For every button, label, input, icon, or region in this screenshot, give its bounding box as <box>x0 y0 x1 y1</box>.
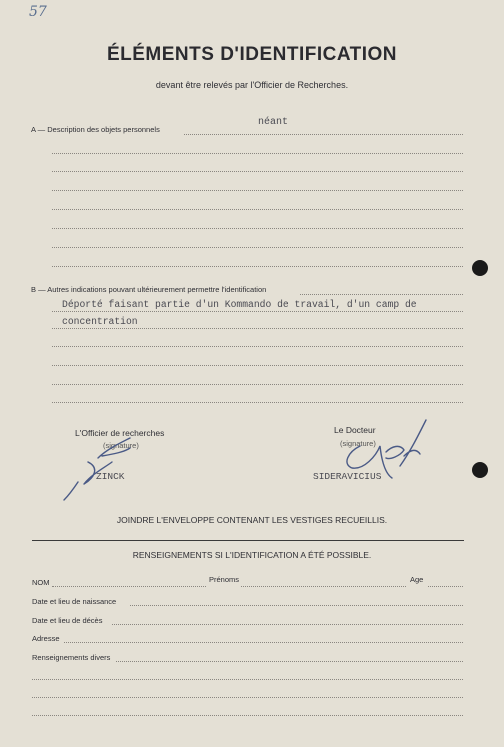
section-a-line-1 <box>184 134 463 135</box>
adresse-line <box>64 642 463 643</box>
doctor-name: SIDERAVICIUS <box>313 471 382 482</box>
binder-hole <box>472 260 488 276</box>
prenoms-line <box>241 586 406 587</box>
section-a-line <box>52 209 463 210</box>
section-b-value-line1: Déporté faisant partie d'un Kommando de travail, d'un camp de <box>62 299 417 310</box>
age-label: Age <box>410 575 424 584</box>
officer-signature <box>58 432 168 502</box>
section-a-line <box>52 153 463 154</box>
page-number: 57 <box>29 4 47 20</box>
divers-line <box>32 679 463 680</box>
form-subtitle: devant être relevés par l'Officier de Recherches. <box>155 80 349 90</box>
officer-name: ZINCK <box>96 471 125 482</box>
section-a-line <box>52 228 463 229</box>
section-b-label: B — Autres indications pouvant ultérieurement permettre l'identification <box>31 285 267 294</box>
naissance-line <box>130 605 463 606</box>
section-a-line <box>52 190 463 191</box>
section-b-line <box>52 346 463 347</box>
section-a-line <box>52 247 463 248</box>
deces-line <box>112 624 463 625</box>
doctor-signature-label: (signature) <box>340 439 376 448</box>
doctor-signature <box>330 416 440 486</box>
age-line <box>428 586 463 587</box>
divers-label: Renseignements divers <box>32 653 111 662</box>
section-a-line <box>52 266 463 267</box>
nom-label: NOM <box>32 578 50 587</box>
form-title: ÉLÉMENTS D'IDENTIFICATION <box>106 44 398 65</box>
divers-line <box>116 661 463 662</box>
deces-label: Date et lieu de décès <box>32 616 103 625</box>
section-a-label: A — Description des objets personnels <box>31 125 160 134</box>
adresse-label: Adresse <box>32 634 60 643</box>
section-b-line <box>52 402 463 403</box>
officer-signature-label: (signature) <box>103 441 139 450</box>
section-divider <box>32 540 464 541</box>
section-b-line-1 <box>300 294 463 295</box>
section-c-heading: RENSEIGNEMENTS SI L'IDENTIFICATION A ÉTÉ POSSIBLE. <box>132 550 372 560</box>
envelope-notice: JOINDRE L'ENVELOPPE CONTENANT LES VESTIGES RECUEILLIS. <box>116 515 388 525</box>
officer-title: L'Officier de recherches <box>75 428 165 438</box>
section-b-value-line2: concentration <box>62 316 138 327</box>
nom-line <box>52 586 206 587</box>
prenoms-label: Prénoms <box>209 575 240 584</box>
divers-line <box>32 697 463 698</box>
section-b-line <box>52 365 463 366</box>
divers-line <box>32 715 463 716</box>
section-b-line <box>52 328 463 329</box>
section-a-line <box>52 171 463 172</box>
naissance-label: Date et lieu de naissance <box>32 597 117 606</box>
binder-hole <box>472 462 488 478</box>
section-b-line <box>52 311 463 312</box>
doctor-title: Le Docteur <box>334 425 376 435</box>
section-b-line <box>52 384 463 385</box>
section-a-value: néant <box>258 117 289 128</box>
